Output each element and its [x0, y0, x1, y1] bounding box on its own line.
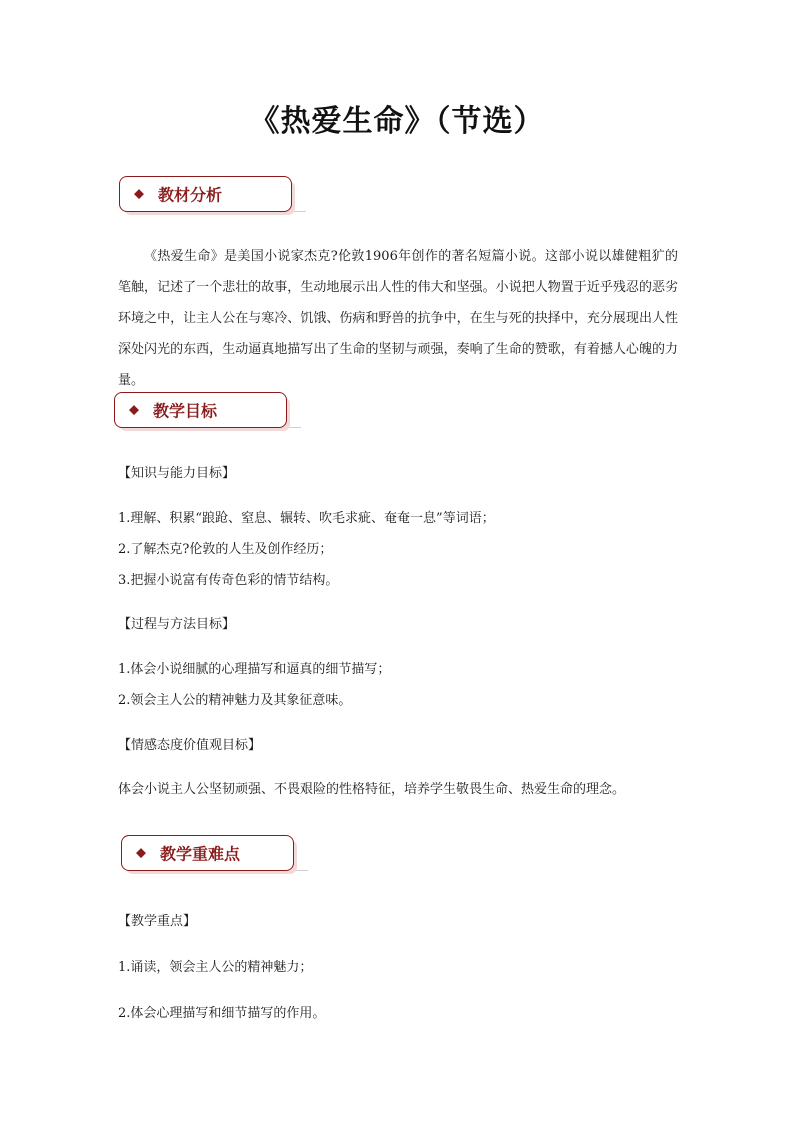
section-divider-line	[288, 211, 306, 212]
section-divider-line	[290, 870, 308, 871]
list-item: 2.领会主人公的精神魅力及其象征意味。	[118, 693, 352, 708]
list-item: 2.体会心理描写和细节描写的作用。	[118, 1006, 326, 1021]
section-heading-label: 教学重难点	[160, 844, 241, 864]
section-heading-label: 教学目标	[153, 401, 218, 421]
list-item: 1.诵读，领会主人公的精神魅力；	[118, 960, 313, 975]
emotion-goal-text: 体会小说主人公坚韧顽强、不畏艰险的性格特征，培养学生敬畏生命、热爱生命的理念。	[118, 782, 626, 797]
diamond-icon: ◆	[136, 845, 146, 861]
process-goal-label: 【过程与方法目标】	[118, 617, 236, 632]
knowledge-goal-label: 【知识与能力目标】	[118, 466, 236, 481]
list-item: 2.了解杰克?伦敦的人生及创作经历；	[118, 542, 333, 557]
page-title: 《热爱生命》（节选）	[249, 104, 545, 139]
list-item: 3.把握小说富有传奇色彩的情节结构。	[118, 573, 339, 588]
diamond-icon: ◆	[129, 402, 139, 418]
section-heading-label: 教材分析	[158, 185, 223, 205]
section-divider-line	[283, 427, 301, 428]
section-heading-goals	[114, 392, 287, 428]
section-heading-keypoints	[121, 835, 294, 871]
list-item: 1.理解、积累“踉跄、窒息、辗转、吹毛求疵、奄奄一息”等词语；	[118, 511, 495, 526]
diamond-icon: ◆	[134, 186, 144, 202]
teaching-focus-label: 【教学重点】	[118, 914, 197, 929]
materials-paragraph: 《热爱生命》是美国小说家杰克?伦敦1906年创作的著名短篇小说。这部小说以雄健粗犷的笔触，记述了一个悲壮的故事，生动地展示出人性的伟大和坚强。小说把人物置于近乎残忍的恶劣环境之中，让主人公在与寒冷、饥饿、伤病和野兽的抗争中，在生与死的抉择中，充分展现出人性深处闪光的东西，生动逼真地描写出了生命的坚韧与顽强，奏响了生命的赞歌，有着撼人心魄的力量。	[118, 249, 678, 388]
emotion-goal-label: 【情感态度价值观目标】	[118, 738, 262, 753]
list-item: 1.体会小说细腻的心理描写和逼真的细节描写；	[118, 662, 391, 677]
section-heading-materials	[119, 176, 292, 212]
